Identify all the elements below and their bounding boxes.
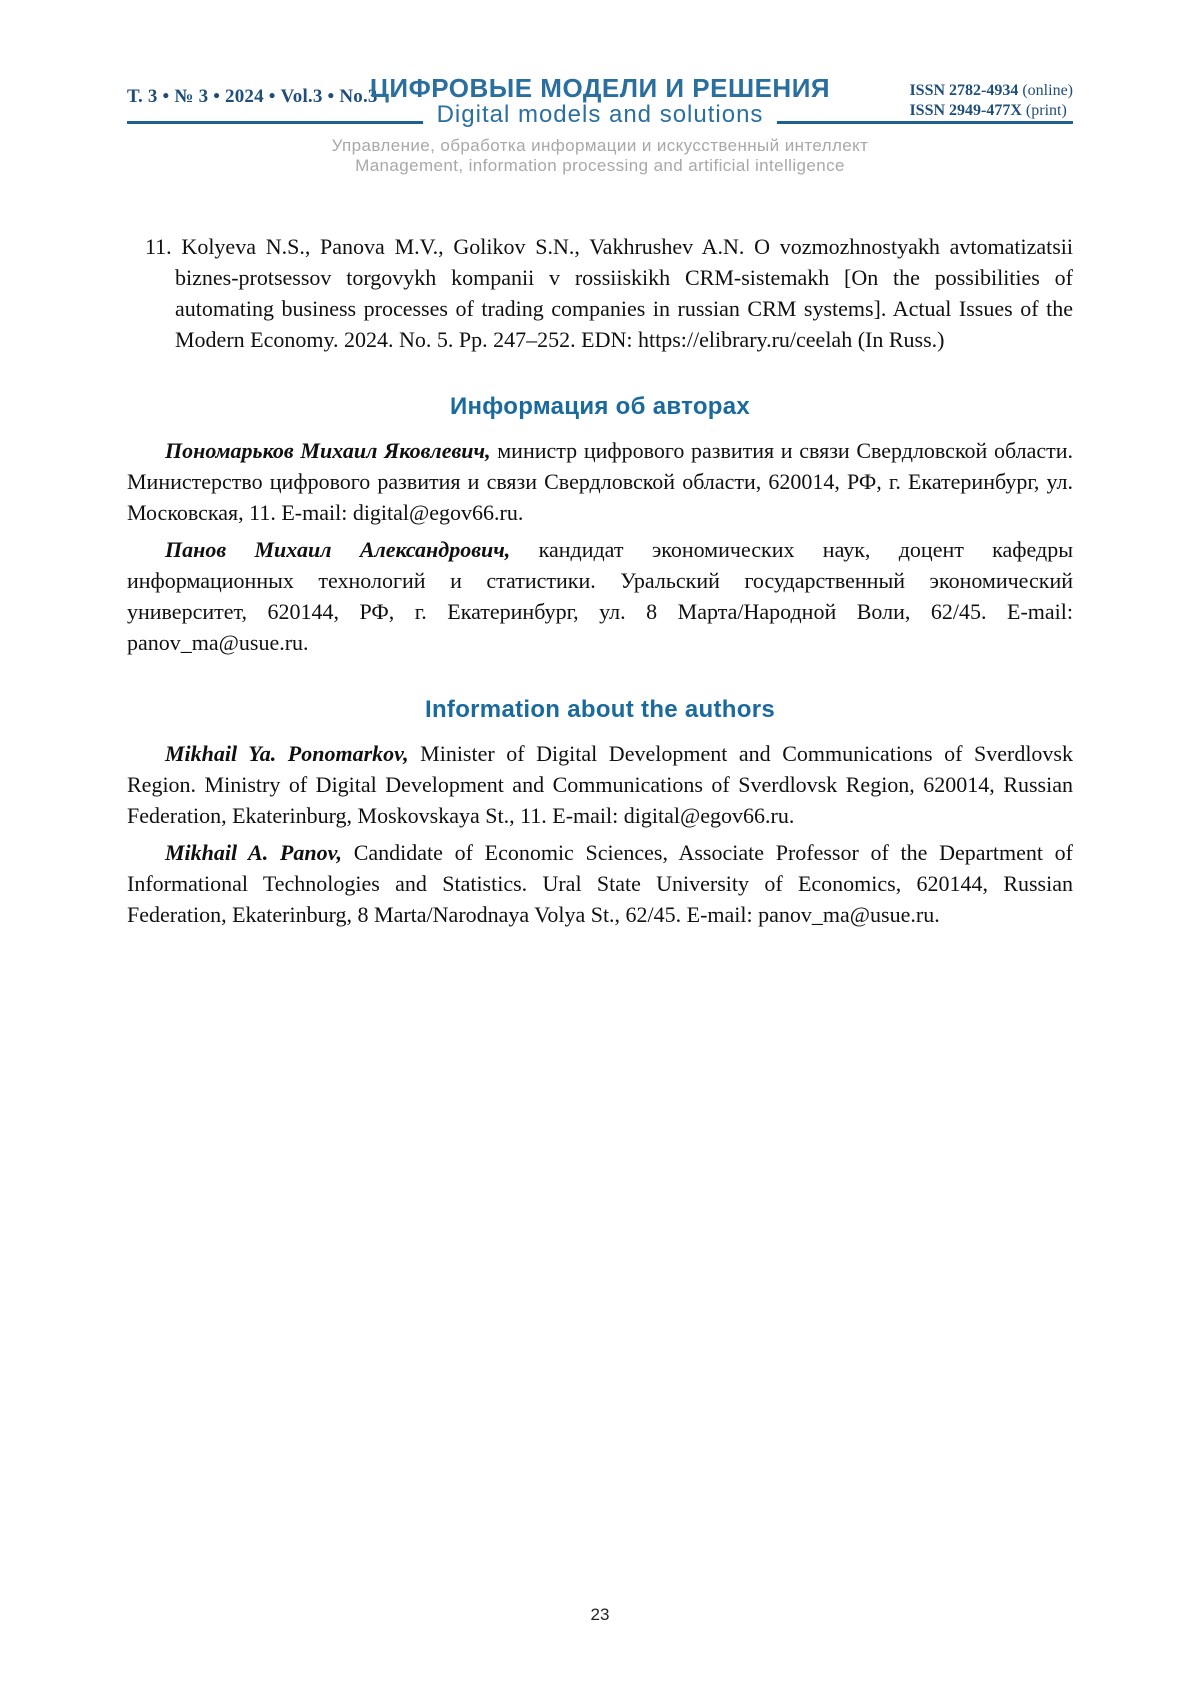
reference-text: Kolyeva N.S., Panova M.V., Golikov S.N., Vakhrushev A.N. O vozmozhnostyakh avtomatizatsii biznes-protsessov torgovykh kompanii v rossiiskikh CRM-sistemakh [On the possibilities of automating business processes of trading companies in russian CRM systems]. Actual Issues of the Modern Economy. 2024. No. 5. Pp. 247–252. EDN: https://elibrary.ru/ceelah (In Russ.) [171, 234, 1073, 352]
author-bio: кандидат экономических наук, доцент кафедры информационных технологий и статистики. Уральский государственный экономический университет, 620144, РФ, г. Екатеринбург, ул. 8 Марта/Народной Воли, 62/45. E-mail: panov_ma@usue.ru. [127, 537, 1073, 655]
page-body [127, 176, 1073, 936]
reference-item [127, 231, 1073, 355]
issn-online-line [909, 81, 1073, 101]
author-entry-ru-2 [127, 534, 1073, 658]
reference-number: 11. [145, 234, 172, 259]
author-name: Пономарьков Михаил Яковлевич, [165, 438, 491, 463]
issue-info: Т. 3 • № 3 • 2024 • Vol.3 • No.3 [127, 86, 378, 107]
authors-ru-heading: Информация об авторах [449, 393, 751, 420]
author-name: Панов Михаил Александрович, [165, 537, 511, 562]
author-name: Mikhail A. Panov, [165, 840, 343, 865]
issn-print-code: ISSN 2949-477X [909, 102, 1022, 119]
author-bio: Candidate of Economic Sciences, Associate Professor of the Department of Informational Technologies and Statistics. Ural State University of Economics, 620144, Russian Federation, Ekaterinburg, 8 Marta/Narodnaya Volya St., 62/45. E-mail: panov_ma@usue.ru. [127, 840, 1073, 927]
header-rule-right [777, 121, 1073, 124]
section-subtitle-ru: Управление, обработка информации и искусственный интеллект [331, 136, 869, 155]
authors-en-heading: Information about the authors [424, 696, 776, 723]
issn-online-label: (online) [1018, 82, 1073, 99]
section-subtitle-en: Management, information processing and artificial intelligence [355, 156, 845, 175]
issn-block [909, 81, 1073, 121]
author-bio: министр цифрового развития и связи Свердловской области. Министерство цифрового развития и связи Свердловской области, 620014, РФ, г. Екатеринбург, ул. Московская, 11. E-mail: digital@egov66.ru. [127, 438, 1073, 525]
author-entry-en-1 [127, 738, 1073, 831]
author-entry-en-2 [127, 837, 1073, 930]
journal-title-ru: ЦИФРОВЫЕ МОДЕЛИ И РЕШЕНИЯ [369, 73, 831, 103]
page-header [0, 0, 1200, 176]
issn-print-line [909, 101, 1073, 121]
author-entry-ru-1 [127, 435, 1073, 528]
section-subtitle [0, 136, 1200, 176]
author-name: Mikhail Ya. Ponomarkov, [165, 741, 409, 766]
author-bio: Minister of Digital Development and Communications of Sverdlovsk Region. Ministry of Digital Development and Communications of Sverdlovsk Region, 620014, Russian Federation, Ekaterinburg, Moskovskaya St., 11. E-mail: digital@egov66.ru. [127, 741, 1073, 828]
issn-online-code: ISSN 2782-4934 [909, 82, 1019, 99]
journal-title-en: Digital models and solutions [436, 101, 764, 128]
header-rule-left [127, 121, 423, 124]
page-number: 23 [590, 1605, 610, 1624]
issn-print-label: (print) [1021, 102, 1067, 119]
